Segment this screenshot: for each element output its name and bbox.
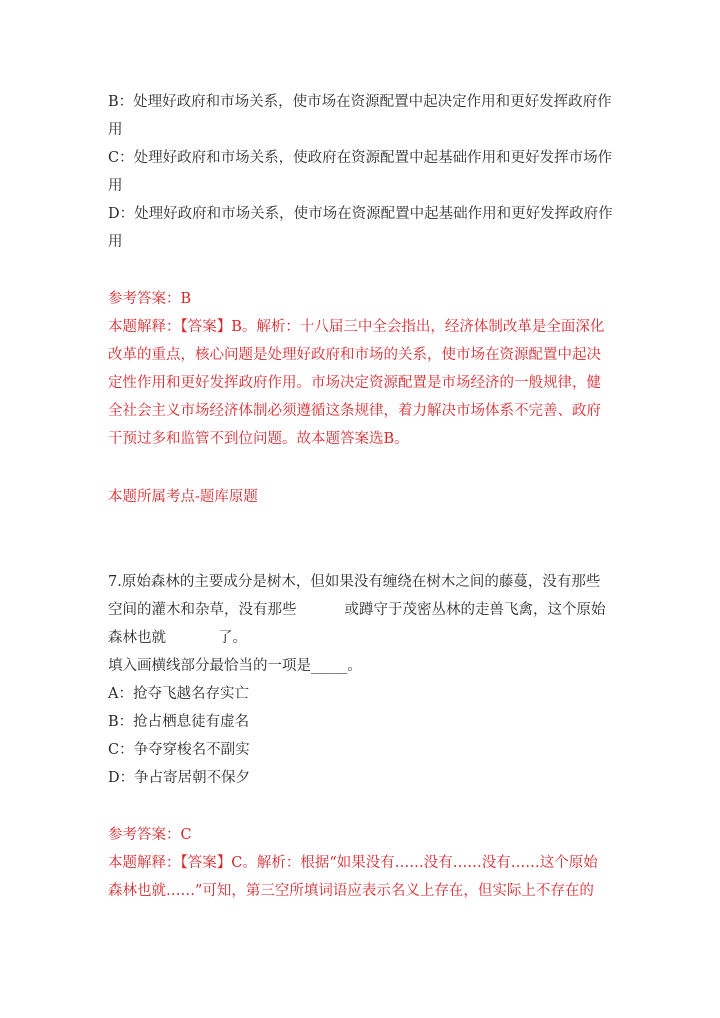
q7-answer-section <box>108 821 628 905</box>
q6-explanation-line2: 改革的重点，核心问题是处理好政府和市场的关系，使市场在资源配置中起决 <box>108 347 601 363</box>
q7-option-b: B：抢占栖息徒有虚名 <box>108 714 250 730</box>
q7-stem-line1: 7.原始森林的主要成分是树木，但如果没有缠绕在树木之间的藤蔓，没有那些 <box>108 574 601 590</box>
q6-answer-section <box>108 285 628 453</box>
q6-explanation-line3: 定性作用和更好发挥政府作用。市场决定资源配置是市场经济的一般规律，健 <box>108 375 601 391</box>
q7-stem-line3 <box>108 624 628 652</box>
q6-option-b-line1: B：处理好政府和市场关系，使市场在资源配置中起决定作用和更好发挥政府作 <box>108 94 612 110</box>
q6-answer: 参考答案：B <box>108 291 192 307</box>
q7-explanation-line1: 本题解释：【答案】C。解析：根据“如果没有……没有……没有……这个原始 <box>108 855 598 871</box>
q7-stem-line2 <box>108 596 628 624</box>
q7-answer: 参考答案：C <box>108 827 192 843</box>
q6-option-d-line2: 用 <box>108 234 123 250</box>
q7-stem-line3-part2: 了。 <box>218 630 247 646</box>
q6-options <box>108 88 628 256</box>
q6-option-c-line2: 用 <box>108 178 123 194</box>
q7-stem-line3-part1: 森林也就 <box>108 630 166 646</box>
q6-category-section <box>108 483 628 511</box>
q6-option-b-line2: 用 <box>108 122 123 138</box>
q7-stem-line2-part1: 空间的灌木和杂草，没有那些 <box>108 602 297 618</box>
q6-explanation-line5: 干预过多和监管不到位问题。故本题答案选B。 <box>108 431 409 447</box>
q7-question <box>108 568 628 792</box>
q6-explanation-line1: 本题解释：【答案】B。解析：十八届三中全会指出，经济体制改革是全面深化 <box>108 319 605 335</box>
q6-explanation-line4: 全社会主义市场经济体制必须遵循这条规律，着力解决市场体系不完善、政府 <box>108 403 601 419</box>
q6-category: 本题所属考点-题库原题 <box>108 489 258 505</box>
q6-option-c-line1: C：处理好政府和市场关系，使政府在资源配置中起基础作用和更好发挥市场作 <box>108 150 613 166</box>
q7-option-a: A：抢夺飞越名存实亡 <box>108 686 249 702</box>
q7-option-d: D：争占寄居朝不保夕 <box>108 770 251 786</box>
q7-instruction: 填入画横线部分最恰当的一项是_____。 <box>108 658 362 674</box>
q7-option-c: C：争夺穿梭名不副实 <box>108 742 250 758</box>
q7-stem-line2-part2: 或蹲守于茂密丛林的走兽飞禽，这个原始 <box>344 602 606 618</box>
q6-option-d-line1: D：处理好政府和市场关系，使市场在资源配置中起基础作用和更好发挥政府作 <box>108 206 613 222</box>
q7-explanation-line2: 森林也就……”可知，第三空所填词语应表示名义上存在，但实际上不存在的 <box>108 883 594 899</box>
